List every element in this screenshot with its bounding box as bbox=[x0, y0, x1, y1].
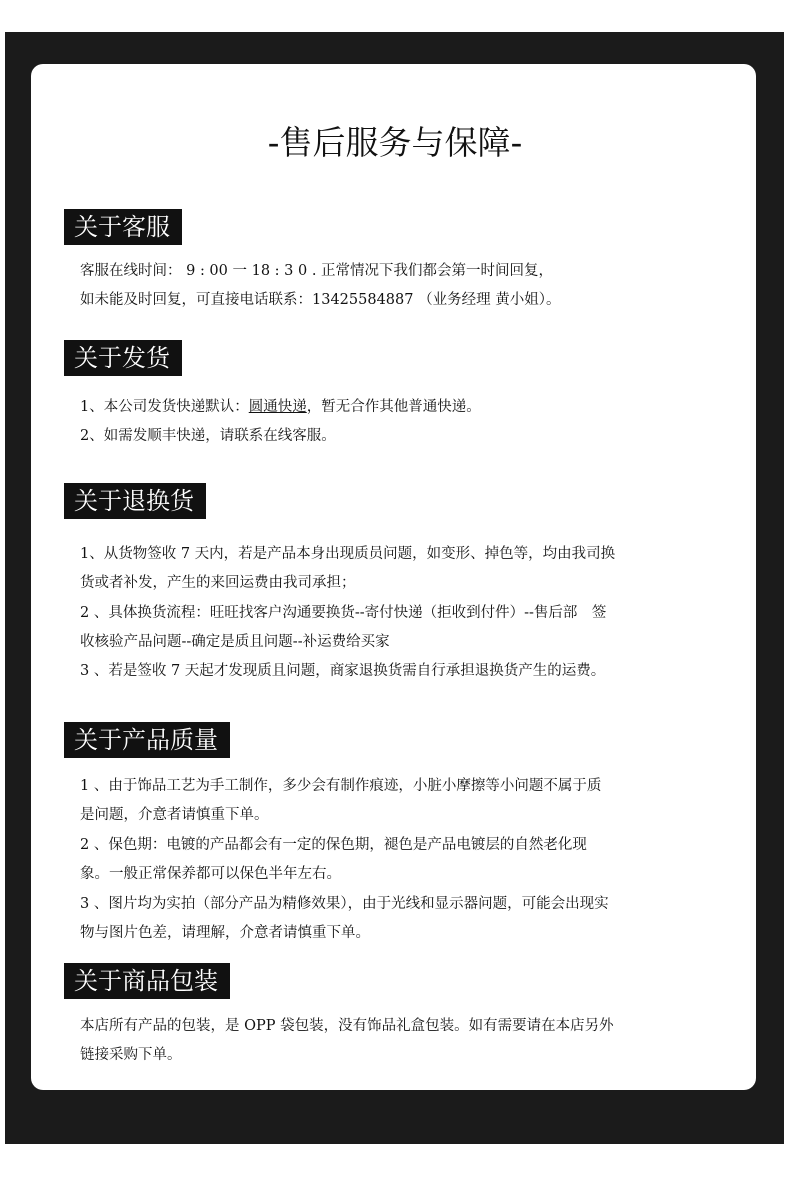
shipping-line-1-prefix: 1、本公司发货快递默认： bbox=[80, 399, 249, 415]
packaging-line-2: 链接采购下单。 bbox=[80, 1047, 182, 1063]
returns-line-5: 3 、若是签收 7 天起才发现质且问题，商家退换货需自行承担退换货产生的运费。 bbox=[80, 663, 606, 679]
quality-line-2: 是问题，介意者请慎重下单。 bbox=[80, 807, 269, 823]
page-title: -售后服务与保障- bbox=[267, 123, 523, 162]
returns-line-1: 1、从货物签收 7 天内，若是产品本身出现质员问题，如变形、掉色等，均由我司换 bbox=[80, 546, 616, 562]
section-heading-returns: 关于退换货 bbox=[64, 483, 206, 519]
shipping-line-1 bbox=[80, 397, 481, 417]
section-heading-packaging: 关于商品包装 bbox=[64, 963, 230, 999]
quality-line-5: 3 、图片均为实拍（部分产品为精修效果），由于光线和显示器问题，可能会出现实 bbox=[80, 896, 609, 912]
quality-line-3: 2 、保色期：电镀的产品都会有一定的保色期，褪色是产品电镀层的自然老化现 bbox=[80, 837, 587, 853]
packaging-line-1: 本店所有产品的包装，是 OPP 袋包装，没有饰品礼盒包装。如有需要请在本店另外 bbox=[80, 1018, 614, 1034]
service-line-1: 客服在线时间： 9 : 00 一 18 : 3 0 . 正常情况下我们都会第一时间回复， bbox=[80, 263, 554, 279]
quality-line-6: 物与图片色差，请理解，介意者请慎重下单。 bbox=[80, 925, 370, 941]
section-heading-service: 关于客服 bbox=[64, 209, 182, 245]
returns-line-4: 收核验产品问题--确定是质且问题--补运费给买家 bbox=[80, 634, 390, 650]
returns-line-3: 2 、具体换货流程：旺旺找客户沟通要换货--寄付快递（拒收到付件）--售后部 签 bbox=[80, 605, 607, 621]
courier-link[interactable]: 圆通快递 bbox=[248, 399, 307, 415]
quality-line-1: 1 、由于饰品工艺为手工制作，多少会有制作痕迹，小脏小摩擦等小问题不属于质 bbox=[80, 778, 602, 794]
section-heading-shipping: 关于发货 bbox=[64, 340, 182, 376]
returns-line-2: 货或者补发，产生的来回运费由我司承担； bbox=[80, 575, 356, 591]
quality-line-4: 象。一般正常保养都可以保色半年左右。 bbox=[80, 866, 341, 882]
section-heading-quality: 关于产品质量 bbox=[64, 722, 230, 758]
shipping-line-2: 2、如需发顺丰快递，请联系在线客服。 bbox=[80, 428, 336, 444]
shipping-line-1-suffix: ，暂无合作其他普通快递。 bbox=[306, 399, 481, 415]
service-line-2: 如未能及时回复，可直接电话联系：13425584887 （业务经理 黄小姐）。 bbox=[80, 292, 561, 308]
